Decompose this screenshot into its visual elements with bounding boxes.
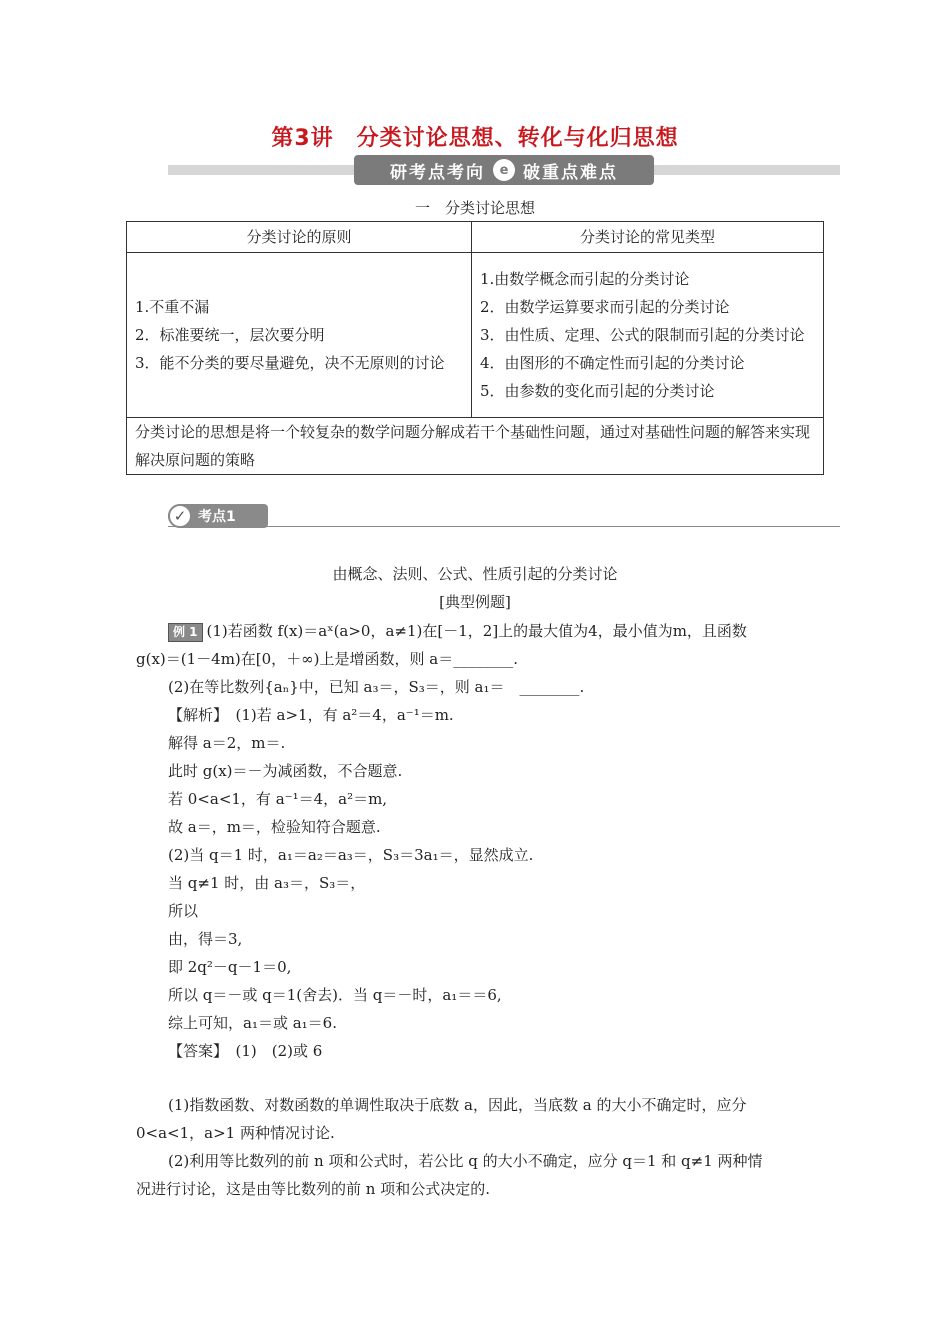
note-line: (1)指数函数、对数函数的单调性取决于底数 a，因此，当底数 a 的大小不确定时，应分 — [168, 1096, 747, 1114]
solution-line: 故 a＝，m＝，检验知符合题意. — [168, 818, 381, 836]
type-item: 1.由数学概念而引起的分类讨论 — [480, 270, 690, 288]
section-banner — [168, 155, 840, 187]
typical-examples-label: [典型例题] — [439, 593, 511, 611]
example-line — [168, 620, 747, 642]
note-line: 0<a<1，a>1 两种情况讨论. — [136, 1124, 335, 1142]
solution-line: 此时 g(x)＝－为减函数，不合题意. — [168, 762, 403, 780]
type-item: 2．由数学运算要求而引起的分类讨论 — [480, 298, 730, 316]
table-footer: 分类讨论的思想是将一个较复杂的数学问题分解成若干个基础性问题，通过对基础性问题的解答来实现解决原问题的策略 — [127, 418, 824, 475]
solution-line: 解得 a＝2，m＝. — [168, 734, 286, 752]
note-line: 况进行讨论，这是由等比数列的前 n 项和公式决定的. — [136, 1180, 490, 1198]
badge-label: 考点1 — [198, 509, 236, 525]
example-text: (1)若函数 f(x)＝aˣ(a>0，a≠1)在[－1，2]上的最大值为4，最小值为m，且函数 — [206, 622, 747, 640]
kaodian-badge-row — [168, 504, 840, 530]
banner-left-text: 研考点考向 — [390, 162, 485, 183]
section-heading: 一 分类讨论思想 — [414, 199, 535, 217]
example-tag: 例 1 — [168, 623, 203, 642]
badge-divider — [168, 526, 840, 527]
check-icon: ✓ — [168, 504, 192, 528]
banner-right-text: 破重点难点 — [523, 162, 618, 183]
example-line: g(x)＝(1－4m)在[0，＋∞)上是增函数，则 a＝________. — [136, 650, 519, 668]
type-item: 5．由参数的变化而引起的分类讨论 — [480, 382, 715, 400]
banner-pill — [354, 155, 654, 185]
solution-line: 所以 — [168, 902, 199, 920]
principle-item: 3．能不分类的要尽量避免，决不无原则的讨论 — [135, 354, 445, 372]
solution-line: 由，得＝3, — [168, 930, 243, 948]
solution-line: (2)当 q＝1 时，a₁＝a₂＝a₃＝，S₃＝3a₁＝，显然成立. — [168, 846, 534, 864]
types-cell — [472, 253, 824, 418]
e-circle-icon: e — [493, 159, 515, 181]
table-header-left: 分类讨论的原则 — [127, 222, 472, 253]
topic-heading: 由概念、法则、公式、性质引起的分类讨论 — [332, 565, 618, 583]
solution-line: 若 0<a<1，有 a⁻¹＝4，a²＝m, — [168, 790, 388, 808]
type-item: 3．由性质、定理、公式的限制而引起的分类讨论 — [480, 326, 805, 344]
principle-item: 2．标准要统一，层次要分明 — [135, 326, 325, 344]
principle-item: 1.不重不漏 — [135, 298, 210, 316]
principles-table — [126, 221, 824, 475]
type-item: 4．由图形的不确定性而引起的分类讨论 — [480, 354, 745, 372]
solution-line: 即 2q²－q－1＝0, — [168, 958, 292, 976]
solution-line: 综上可知，a₁＝或 a₁＝6. — [168, 1014, 337, 1032]
page-title: 第3讲 分类讨论思想、转化与化归思想 — [271, 126, 679, 151]
solution-line: 所以 q＝－或 q＝1(舍去)．当 q＝－时，a₁＝＝6, — [168, 986, 502, 1004]
answer-line: 【答案】 (1) (2)或 6 — [168, 1042, 323, 1060]
solution-line: 当 q≠1 时，由 a₃＝，S₃＝， — [168, 874, 366, 892]
principles-cell — [127, 253, 472, 418]
example-line: (2)在等比数列{aₙ}中，已知 a₃＝，S₃＝，则 a₁＝ ________. — [168, 678, 585, 696]
solution-line: 【解析】 (1)若 a>1，有 a²＝4，a⁻¹＝m. — [168, 706, 454, 724]
table-header-right: 分类讨论的常见类型 — [472, 222, 824, 253]
kaodian-badge — [168, 504, 268, 528]
note-line: (2)利用等比数列的前 n 项和公式时，若公比 q 的大小不确定，应分 q＝1 和 q≠1 两种情 — [168, 1152, 763, 1170]
